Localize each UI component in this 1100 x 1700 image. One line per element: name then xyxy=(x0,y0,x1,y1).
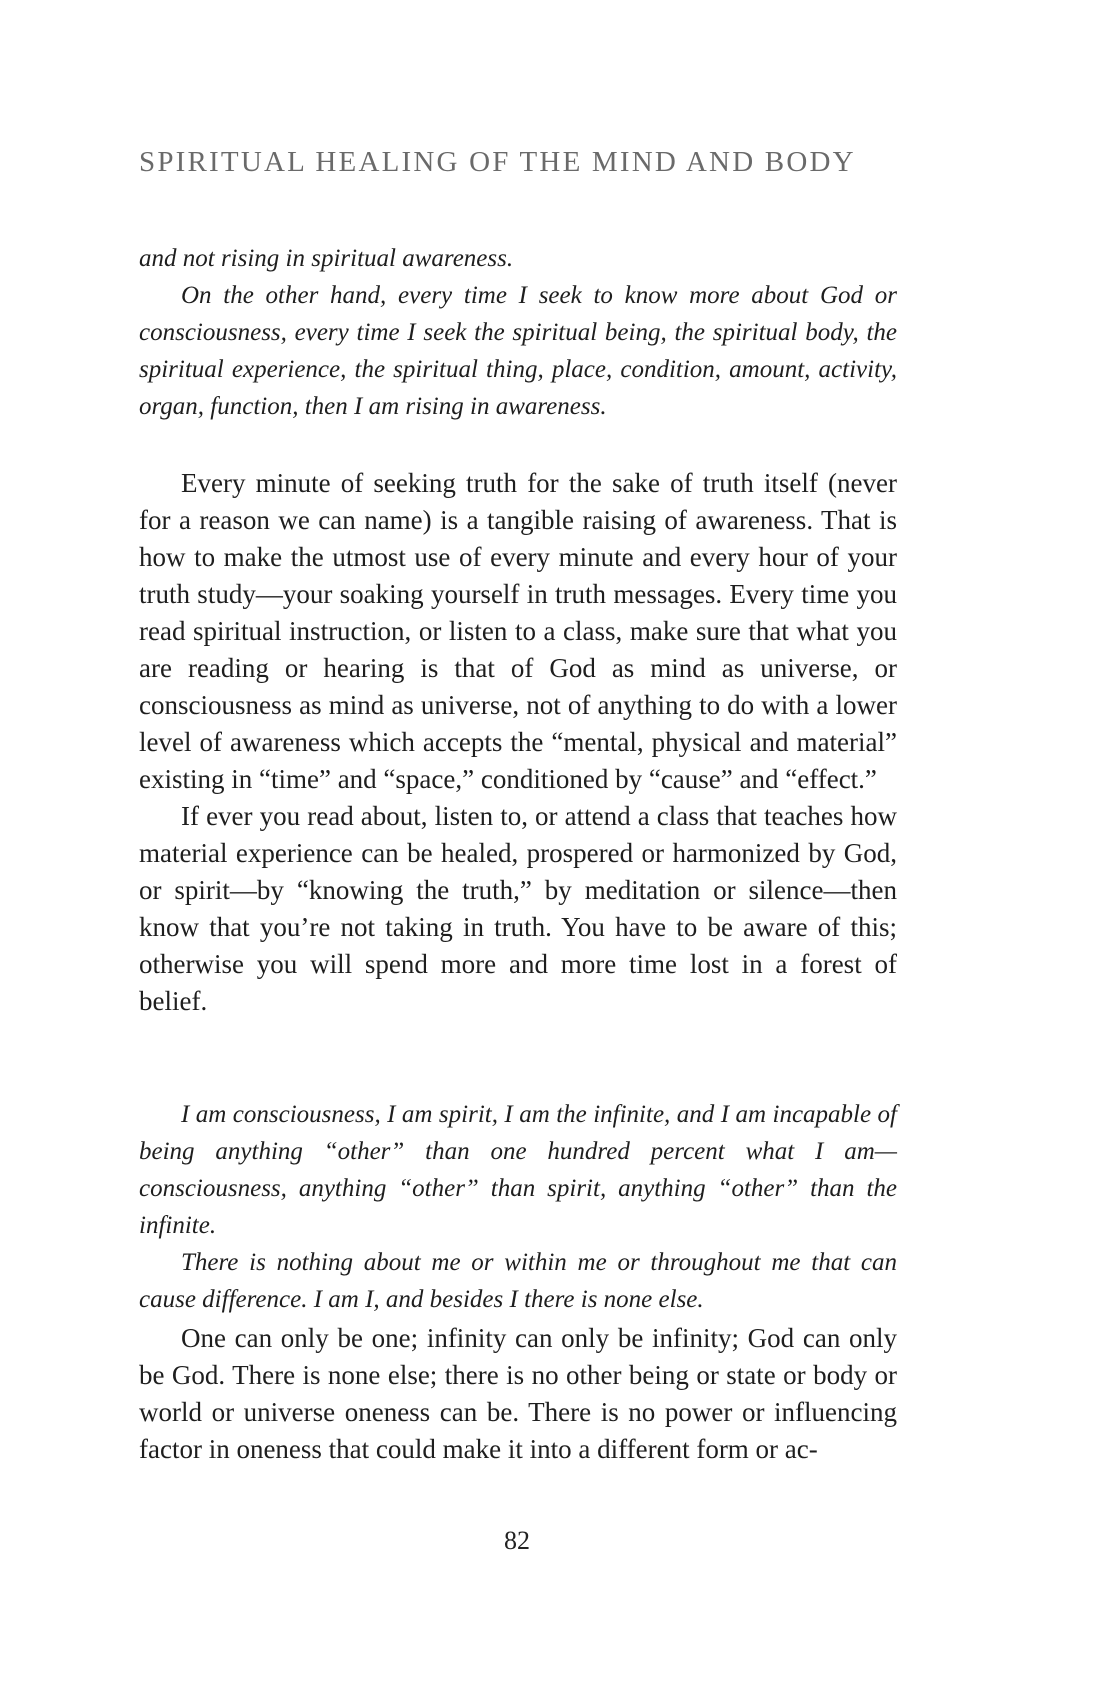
page-number: 82 xyxy=(504,1526,530,1555)
running-head: SPIRITUAL HEALING OF THE MIND AND BODY xyxy=(139,146,856,178)
paragraph: and not rising in spiritual awareness. xyxy=(139,245,514,272)
italic-passage-1 xyxy=(139,240,897,425)
paragraph: If ever you read about, listen to, or attend a class that teaches how material experience can be healed, prospered or harmonized by God, or spirit—by “knowing the truth,” by meditation or silence—then know that you’re not taking in truth. You have to be aware of this; otherwise you will spend more and more time lost in a forest of belief. xyxy=(139,801,897,1016)
italic-passage-2 xyxy=(139,1096,897,1318)
paragraph: There is nothing about me or within me or throughout me that can cause difference. I am I, and besides I there is none else. xyxy=(139,1249,897,1313)
body-passage-2 xyxy=(139,1320,897,1468)
paragraph: Every minute of seeking truth for the sake of truth itself (never for a reason we can name) is a tangible raising of awareness. That is how to make the utmost use of every minute and every hour of your truth study—your soaking yourself in truth messages. Every time you read spiritual instruction, or listen to a class, make sure that what you are reading or hearing is that of God as mind as universe, or consciousness as mind as universe, not of anything to do with a lower level of awareness which accepts the “mental, physical and material” existing in “time” and “space,” conditioned by “cause” and “effect.” xyxy=(139,468,897,794)
paragraph: I am consciousness, I am spirit, I am the infinite, and I am incapable of being anything “other” than one hundred percent what I am—consciousness, anything “other” than spirit, anything “other” than the infinite. xyxy=(139,1101,897,1239)
paragraph: One can only be one; infinity can only be infinity; God can only be God. There is none else; there is no other being or state or body or world or universe oneness can be. There is no power or influencing factor in oneness that could make it into a different form or ac- xyxy=(139,1323,897,1464)
body-passage-1 xyxy=(139,465,897,1020)
paragraph: On the other hand, every time I seek to know more about God or consciousness, every time I seek the spiritual being, the spiritual body, the spiritual experience, the spiritual thing, place, condition, amount, activity, organ, function, then I am rising in awareness. xyxy=(139,282,897,420)
